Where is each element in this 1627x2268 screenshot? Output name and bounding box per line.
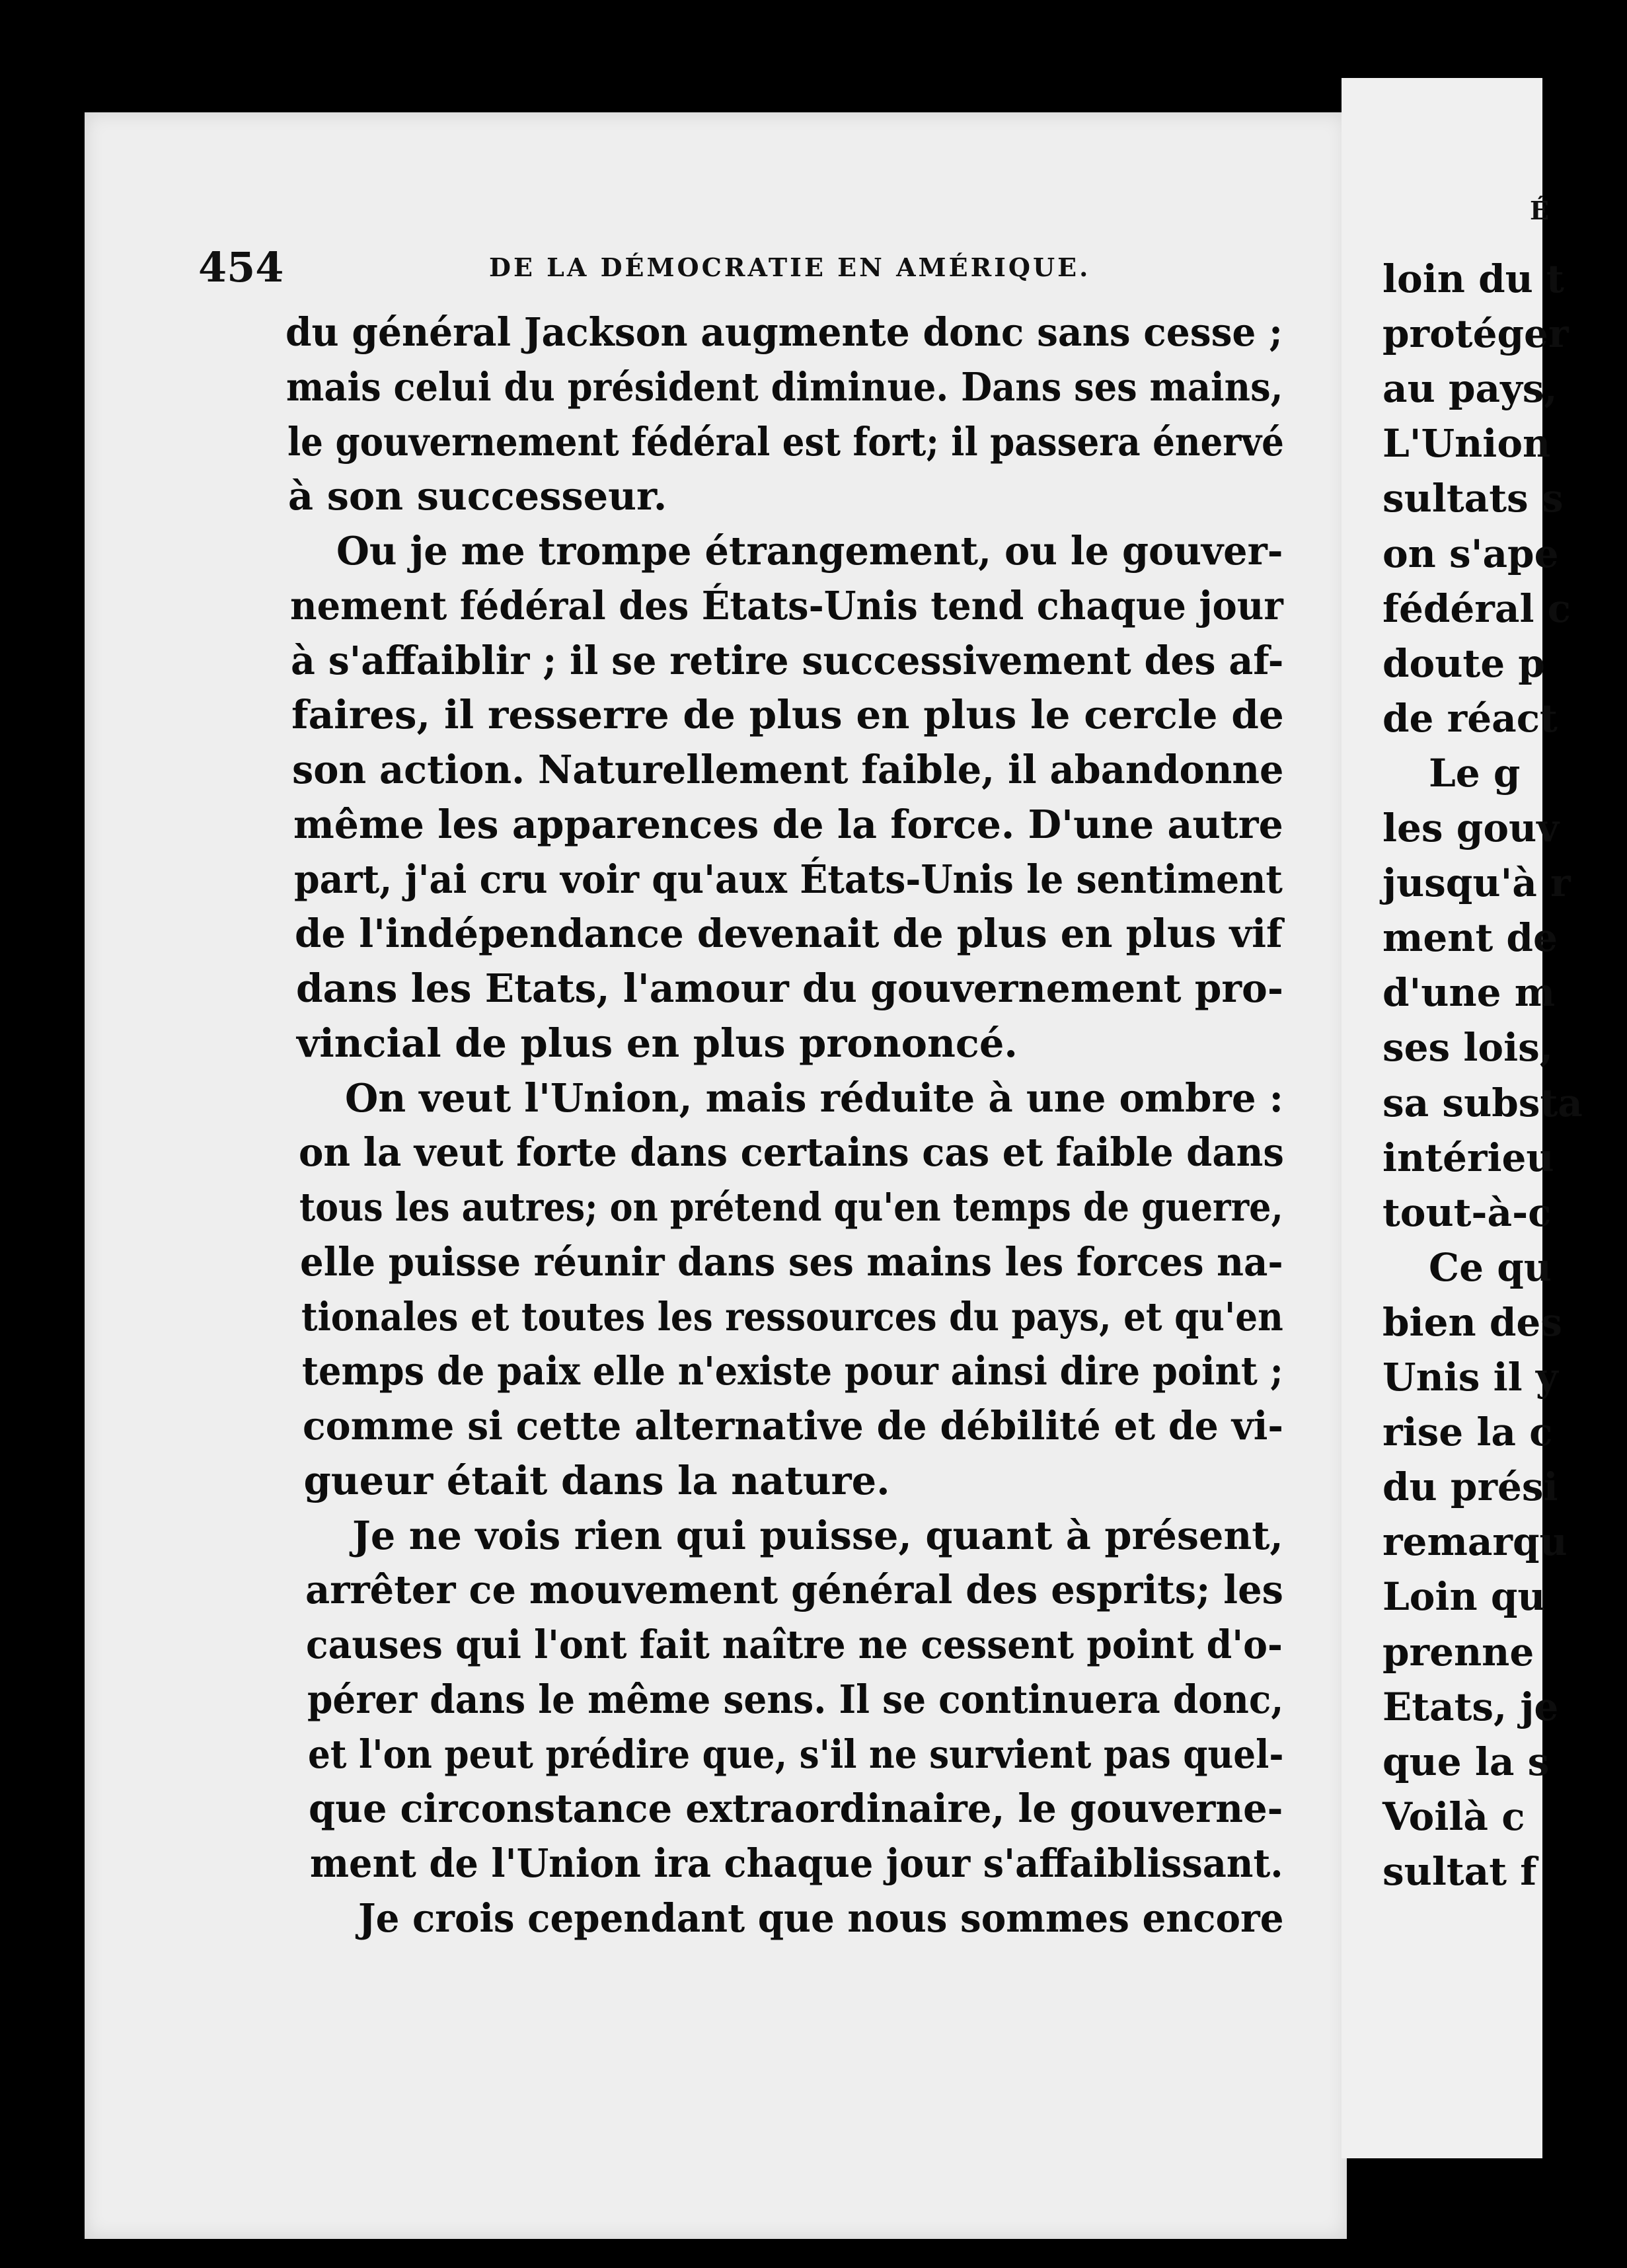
text-line: tous les autres; on prétend qu'en temps de guerre, [299,1184,1283,1230]
page-header [198,243,1123,289]
text-line: ses lois, [1382,1025,1553,1071]
text-line: Ou je me trompe étrangement, ou le gouver- [336,528,1283,574]
text-line: L'Union [1382,421,1551,467]
text-line: dans les Etats, l'amour du gouvernement pro- [295,965,1283,1012]
text-line: Le g [1429,750,1521,796]
right-running-head: É [1530,196,1549,225]
text-line: au pays, [1382,366,1558,412]
text-line: les gouv [1382,806,1559,851]
text-line: intérieu [1382,1135,1554,1180]
text-line: On veut l'Union, mais réduite à une ombre : [345,1075,1284,1121]
text-line: tout-à-c [1382,1190,1552,1235]
text-line: sa substa [1382,1080,1583,1125]
text-line: ment de l'Union ira chaque jour s'affaiblissant. [309,1840,1283,1887]
text-line: fédéral c [1382,586,1571,631]
text-line: remarqu [1382,1519,1568,1565]
text-line: que la s [1382,1739,1550,1784]
text-line: et l'on peut prédire que, s'il ne survient pas quel- [308,1731,1284,1777]
text-line: Je crois cependant que nous sommes encore [358,1895,1284,1941]
text-line: nement fédéral des États-Unis tend chaque jour [289,582,1283,628]
text-line: sultats s [1382,476,1564,521]
text-line: d'une m [1382,970,1556,1016]
text-line: même les apparences de la force. D'une autre [293,801,1283,847]
text-line: tionales et toutes les ressources du pays, et qu'en [301,1293,1283,1340]
text-line: le gouvernement fédéral est fort; il passera énervé [287,418,1284,465]
text-line: prenne [1382,1629,1534,1675]
text-line: mais celui du président diminue. Dans ses mains, [286,363,1283,410]
text-line: faires, il resserre de plus en plus le cercle de [291,692,1284,738]
text-line: que circonstance extraordinaire, le gouverne- [309,1786,1283,1832]
running-head: DE LA DÉMOCRATIE EN AMÉRIQUE. [489,252,1091,282]
text-line: pérer dans le même sens. Il se continuera donc, [307,1676,1284,1722]
text-line: Voilà c [1382,1794,1525,1839]
text-line: elle puisse réunir dans ses mains les forces na- [300,1238,1283,1285]
text-line: arrêter ce mouvement général des esprits; les [305,1567,1284,1613]
text-line: rise la c [1382,1410,1553,1455]
text-line: temps de paix elle n'existe pour ainsi dire point ; [301,1348,1283,1394]
text-line: on la veut forte dans certains cas et faible dans [298,1129,1284,1176]
text-line: Unis il y [1382,1355,1558,1400]
text-line: vincial de plus en plus prononcé. [297,1020,1018,1066]
text-line: à son successeur. [287,473,667,519]
text-line: à s'affaiblir ; il se retire successivement des af- [290,637,1284,683]
text-line: jusqu'à r [1382,860,1571,906]
text-line: ment de [1382,915,1558,961]
text-line: du prési [1382,1464,1558,1510]
text-line: bien des [1382,1299,1562,1345]
text-line: doute p [1382,640,1545,686]
text-line: son action. Naturellement faible, il abandonne [292,747,1284,793]
text-line: Loin qu [1382,1574,1546,1620]
text-line: de l'indépendance devenait de plus en plus vif [295,911,1283,957]
text-line: comme si cette alternative de débilité et de vi- [303,1403,1284,1449]
text-line: on s'ape [1382,531,1559,576]
text-line: gueur était dans la nature. [303,1457,890,1503]
page-number: 454 [198,243,284,291]
text-line: de réact [1382,695,1558,741]
text-line: part, j'ai cru voir qu'aux États-Unis le sentiment [294,856,1283,902]
text-line: Etats, je [1382,1684,1559,1729]
text-line: sultat f [1382,1849,1537,1894]
text-line: protéger [1382,311,1569,357]
text-line: Ce qu [1429,1244,1552,1290]
text-line: Je ne vois rien qui puisse, quant à présent, [352,1512,1283,1558]
text-line: du général Jackson augmente donc sans cesse ; [285,309,1283,355]
text-line: causes qui l'ont fait naître ne cessent point d'o- [306,1622,1283,1668]
text-line: loin du t [1382,256,1564,301]
